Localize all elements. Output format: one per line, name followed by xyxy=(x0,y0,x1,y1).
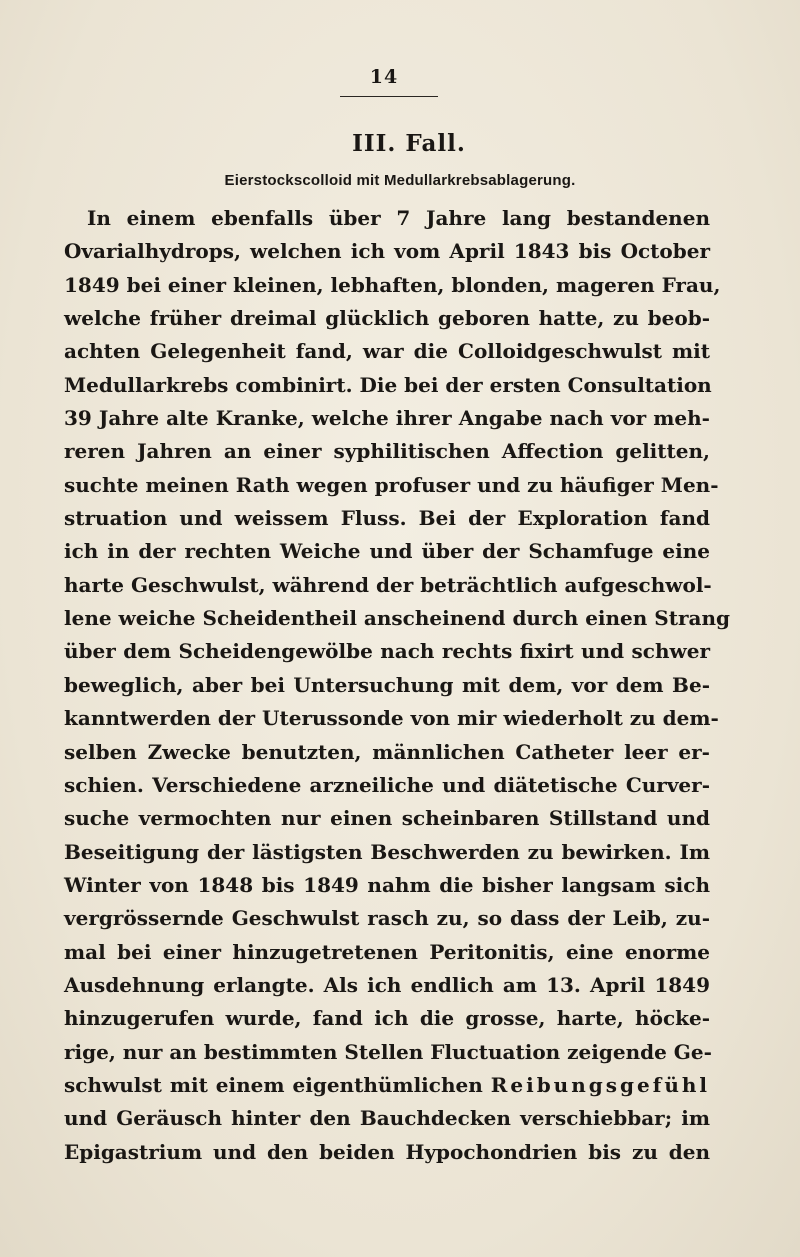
text-line: reren Jahren an einer syphilitischen Affection gelitten, xyxy=(64,439,710,464)
section-title: III. Fall. xyxy=(352,130,466,157)
text-line: 1849 bei einer kleinen, lebhaften, blonden, mageren Frau, xyxy=(64,272,721,297)
text-line: mal bei einer hinzugetretenen Peritonitis, eine enorme xyxy=(64,939,710,964)
text-line: hinzugerufen wurde, fand ich die grosse, harte, höcke- xyxy=(64,1006,710,1031)
text-line: und Geräusch hinter den Bauchdecken verschiebbar; im xyxy=(64,1106,710,1131)
emphasized-word: Reibungsgefühl xyxy=(490,1072,710,1097)
section-subtitle: Eierstockscolloid mit Medullarkrebsablagerung. xyxy=(224,172,576,189)
text-line: In einem ebenfalls über 7 Jahre lang bestandenen xyxy=(87,206,710,230)
text-line: 39 Jahre alte Kranke, welche ihrer Angabe nach vor meh- xyxy=(64,406,710,431)
text-line: schien. Verschiedene arzneiliche und diätetische Curver- xyxy=(64,772,710,797)
text-line: suchte meinen Rath wegen profuser und zu häufiger Men- xyxy=(64,472,719,497)
text-line: über dem Scheidengewölbe nach rechts fixirt und schwer xyxy=(64,639,710,664)
body-text xyxy=(64,202,730,1169)
text-line: harte Geschwulst, während der beträchtlich aufgeschwol- xyxy=(64,572,712,597)
text-line: lene weiche Scheidentheil anscheinend durch einen Strang xyxy=(64,606,730,631)
text-line: struation und weissem Fluss. Bei der Exploration fand xyxy=(64,506,710,531)
text-line: Ausdehnung erlangte. Als ich endlich am 13. April 1849 xyxy=(64,972,710,997)
text-line: vergrössernde Geschwulst rasch zu, so dass der Leib, zu- xyxy=(64,906,710,931)
text-line: beweglich, aber bei Untersuchung mit dem, vor dem Be- xyxy=(64,672,710,697)
text-line: achten Gelegenheit fand, war die Colloidgeschwulst mit xyxy=(64,339,710,364)
page-number: 14 xyxy=(369,66,399,88)
text-line: suche vermochten nur einen scheinbaren Stillstand und xyxy=(64,806,710,831)
text-line: Epigastrium und den beiden Hypochondrien bis zu den xyxy=(64,1139,710,1164)
text-line-with-emphasis xyxy=(64,1069,710,1102)
text-line: rige, nur an bestimmten Stellen Fluctuation zeigende Ge- xyxy=(64,1039,712,1064)
text-line: kanntwerden der Uterussonde von mir wiederholt zu dem- xyxy=(64,706,719,731)
text-line: Winter von 1848 bis 1849 nahm die bisher langsam sich xyxy=(64,872,710,897)
text-line: Medullarkrebs combinirt. Die bei der ersten Consultation xyxy=(64,372,712,397)
text-line: Ovarialhydrops, welchen ich vom April 1843 bis October xyxy=(64,239,710,264)
text-line: selben Zwecke benutzten, männlichen Catheter leer er- xyxy=(64,739,710,764)
text-line: welche früher dreimal glücklich geboren hatte, zu beob- xyxy=(64,306,710,331)
text-line: ich in der rechten Weiche und über der Schamfuge eine xyxy=(64,539,710,564)
text-segment: schwulst mit einem eigenthümlichen xyxy=(64,1072,483,1097)
text-line: Beseitigung der lästigsten Beschwerden zu bewirken. Im xyxy=(64,839,710,864)
header-rule xyxy=(340,96,438,97)
